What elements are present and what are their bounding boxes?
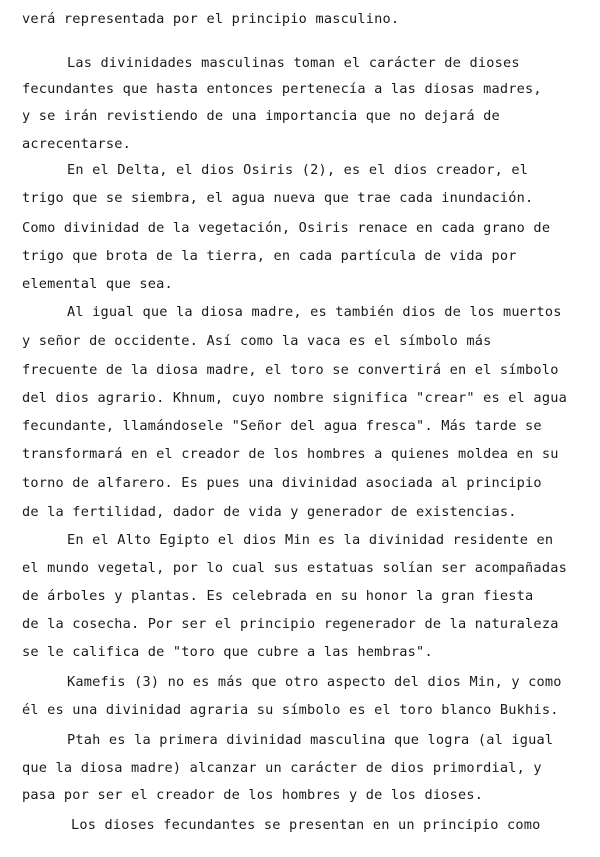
paragraph-first-line: En el Alto Egipto el dios Min es la divinidad residente en [67,532,554,548]
paragraph-first-line: Kamefis (3) no es más que otro aspecto del dios Min, y como [67,674,562,690]
text-line: frecuente de la diosa madre, el toro se convertirá en el símbolo [22,362,559,378]
text-line: de la cosecha. Por ser el principio regenerador de la naturaleza [22,616,559,632]
paragraph-first-line: En el Delta, el dios Osiris (2), es el dios creador, el [67,162,529,178]
text-line: fecundantes que hasta entonces pertenecía a las diosas madres, [22,81,542,97]
text-line: fecundante, llamándosele "Señor del agua fresca". Más tarde se [22,418,542,434]
text-line: Como divinidad de la vegetación, Osiris renace en cada grano de [22,220,551,236]
text-line: transformará en el creador de los hombres a quienes moldea en su [22,446,559,462]
text-line: torno de alfarero. Es pues una divinidad asociada al principio [22,475,542,491]
text-line: de la fertilidad, dador de vida y generador de existencias. [22,504,517,520]
text-line: el mundo vegetal, por lo cual sus estatuas solían ser acompañadas [22,560,567,576]
paragraph-first-line: Al igual que la diosa madre, es también dios de los muertos [67,304,562,320]
paragraph-first-line: Los dioses fecundantes se presentan en un principio como [71,817,541,833]
text-line: acrecentarse. [22,136,131,152]
text-line: elemental que sea. [22,276,173,292]
paragraph-first-line: Ptah es la primera divinidad masculina que logra (al igual [67,732,554,748]
text-line: pasa por ser el creador de los hombres y de los dioses. [22,787,484,803]
text-line: se le califica de "toro que cubre a las hembras". [22,644,433,660]
text-line: de árboles y plantas. Es celebrada en su honor la gran fiesta [22,588,534,604]
text-line: y señor de occidente. Así como la vaca es el símbolo más [22,333,492,349]
text-line: verá representada por el principio masculino. [22,11,400,27]
text-line: trigo que brota de la tierra, en cada partícula de vida por [22,248,517,264]
text-line: que la diosa madre) alcanzar un carácter de dios primordial, y [22,760,542,776]
text-line: del dios agrario. Khnum, cuyo nombre significa "crear" es el agua [22,390,567,406]
text-line: trigo que se siembra, el agua nueva que trae cada inundación. [22,190,534,206]
paragraph-first-line: Las divinidades masculinas toman el carácter de dioses [67,55,520,71]
text-line: y se irán revistiendo de una importancia que no dejará de [22,108,500,124]
text-line: él es una divinidad agraria su símbolo es el toro blanco Bukhis. [22,702,559,718]
